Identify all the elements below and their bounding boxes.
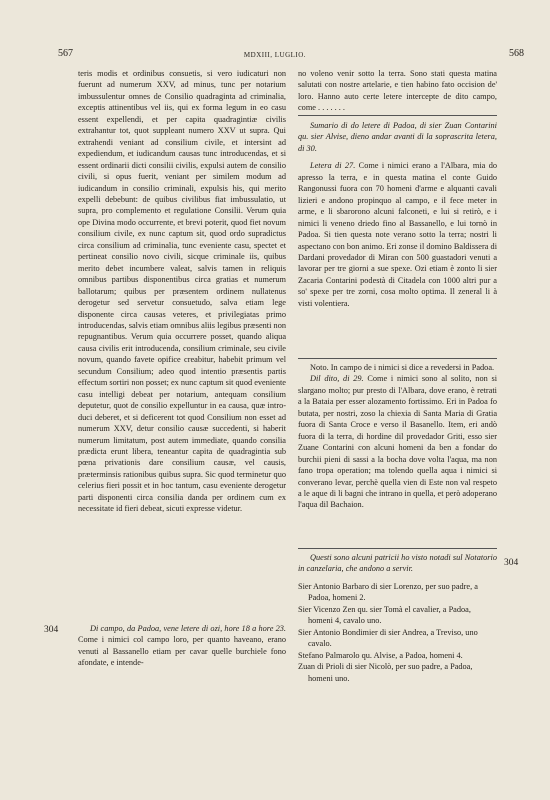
section-divider (298, 115, 497, 116)
running-head: MDXIII, LUGLIO. (243, 51, 307, 59)
left-page-number: 567 (58, 48, 73, 59)
campo-block (78, 623, 286, 669)
left-margin-number: 304 (44, 625, 59, 635)
right-margin-number: 304 (504, 558, 519, 568)
list-item: Sier Vicenzo Zen qu. sier Tomà el cavalier, a Padoa, homeni 4, cavalo uno. (298, 604, 471, 626)
latin-decree-text: teris modis et ordinibus consuetis, si vero iudicaturi non fuerunt ad numerum XXV, ad minus, tunc per notarium imbussulentur omnes de Consilio quadraginta ad criminalia, exceptis attinentibus vel iis, qui ex forma legum in eo casu essent expellendi, et per capita quadragintiæ civilis extrahantur tot, quot suppleant numero XXV ut supra. Qui extrahendi veniant ad consilium civile, et intersint ad expediendum, et iudicandum causas tunc introducendas, et si essent ordinarii dicti consilii civilis, expulsi autem de consilio civili, si opus fuerit, veniant per similem modum ad iudicandum in consilio criminali, expulsis his, qui merito expelli debebunt: de quibus civilibus fiat imbussulatio, ut supra, pro complemento et regulatione Consilii. Verum quia ope Divina modo occurrente, et brevi poterit, quod fiet novum consilium civile, ex nunc captum sit, quod ordo supradictus circa consilium ad criminalia, tunc eveniente casu, spectet et pertineat consilio novo civili, sicque criminale iis, quibus merito debet incumbere valeat, salvis tamen in reliquis omnibus partibus disponentibus circa gratias et numerum ballotarum; quibus per præsentem ordinem nullatenus derogetur sed servetur consuetudo, salva etiam lege disponente circa causas veteres, et privilegiatas primo introducendas, salvis etiam omnibus aliis legibus præsenti non repugnantibus. Verum quia occurrere posset, quando aliqua causa civilis erit introducenda, consilium criminale, seu civile novum, quando favete opifice creabitur, habebit primum vel secundum Consilium; adeo quod intentio præsentis partis effectum sortiri non posset; ex nunc captum sit quod eveniente casu intelligi debeat per notarium, antequam consilium deputetur, quot de consilio expelluntur in ea causa, quæ introduci deberet, et si deficerent tot quod Consilium non esset ad numerum XXV, detur consilio causæ succedenti, si haberit numerum limitatum, post autem immediate, quando consilia prædicta erunt libera, teneantur capita de quadragintia sub pœna privationis dare consilium causæ, vel causis, præterminsis rationibus quibus supra. Sic quod terminetur quo celerius fieri possit et in hoc tantum, casu eveniente derogetur parti disponenti circa consilia danda per ordinem cum ex necessitate id fieri debeat, sicuti expresse videtur. (78, 69, 286, 514)
letter-text: Come i nimici erano a l'Albara, mia do apresso la terra, e in questa matina el conte Guido Rangonussi fuora con 70 homeni d'arme e alquanti cavali lizieri e andono propinquo al campo, e il fece meter in arme, e li sbarorono alcuni falconeti, e lui si retirò, e i nimici li veneno driedo fino al Bassanello, e lui tornò in Padoa. Si tien questa note verano sotto la terra; nostri li aspectano con bon animo. Eri zonse il domino Baldissera di Dardani provedador di Miran con 500 guastadori venuti a lavorar per tre giorni a sue spexe. Ozi etiam è zonto li sier Zacaria Contarini podestà di Citadela con 1000 altri pur a so' spexe per tre zorni, cosa molto optima. Il zeneral li à visti volentiera. (298, 161, 497, 308)
right-column-top (298, 68, 497, 114)
noto-text: Noto. In campo de i nimici si dice a revedersi in Padoa. (310, 363, 495, 372)
dito-text: Come i nimici sono al solito, non si slargano molto; pur presto di l'Albara, dove erano, è retrati a la Bataia per esser alozamento fortissimo. Eri in Padoa fo butata, per nostri, zoso la chiexia di Santa Maria di Gratia fuora di Santa Croce e verso il Basanello. Item, eri andò fuora di la terra, di hordine dil provedador Griti, esso sier Zuane Contarini con alcuni homeni da ben a fondar do burchii pieni di sassi a la bocha dove volta l'aqua, ma non fano tropa operation; ma tolendo quella aqua i nimici si converano levar, perchè quella vien di Este non val respeto a le aque di li bagni che intrano in quella, et però adoperano l'aqua dil Bachaion. (298, 374, 498, 510)
section-divider (298, 358, 497, 359)
list-item: Zuan di Prioli di sier Nicolò, per suo padre, a Padoa, homeni uno. (298, 662, 473, 683)
left-column (78, 68, 286, 515)
right-page-number: 568 (509, 48, 524, 59)
summary-heading: Sumario di do letere di Padoa, di sier Zuan Contarini qu. sier Alvise, dieno andar avanti di la soprascrita letera, di 30. (298, 121, 497, 153)
patricians-section (298, 552, 497, 684)
list-item: Stefano Palmarolo qu. Alvise, a Padoa, homeni 4. (298, 650, 463, 660)
letter-lead: Letera di 27. (310, 161, 356, 171)
summary-section (298, 120, 497, 309)
list-item: Sier Antonio Bondimier di sier Andrea, a Treviso, uno cavalo. (298, 627, 478, 649)
section-divider (298, 548, 497, 549)
patrician-list (298, 581, 497, 684)
campo-heading: Di campo, da Padoa, vene letere di ozi, hore 18 a hore 23. (90, 624, 286, 633)
campo-text: Come i nimici col campo loro, per quanto haveano, erano venuti al Bassanello etiam per cavar quelle burchiele fono afondate, e intende- (78, 635, 286, 668)
dito-lead: Dil dito, di 29. (310, 374, 364, 384)
patrician-heading: Questi sono alcuni patricii ho visto notadi sul Notatorio in canzelaria, che andono a servir. (298, 553, 497, 574)
dito-section (298, 362, 497, 511)
list-item: Sier Antonio Barbaro di sier Lorenzo, per suo padre, a Padoa, homeni 2. (298, 581, 478, 603)
right-top-text: no voleno venir sotto la terra. Sono stati questa matina salutati con nostre artelarie, e tien habino fato occision de' loro. Hanno auto certe letere intercepte de dito campo, come . . . . . . . (298, 69, 497, 113)
